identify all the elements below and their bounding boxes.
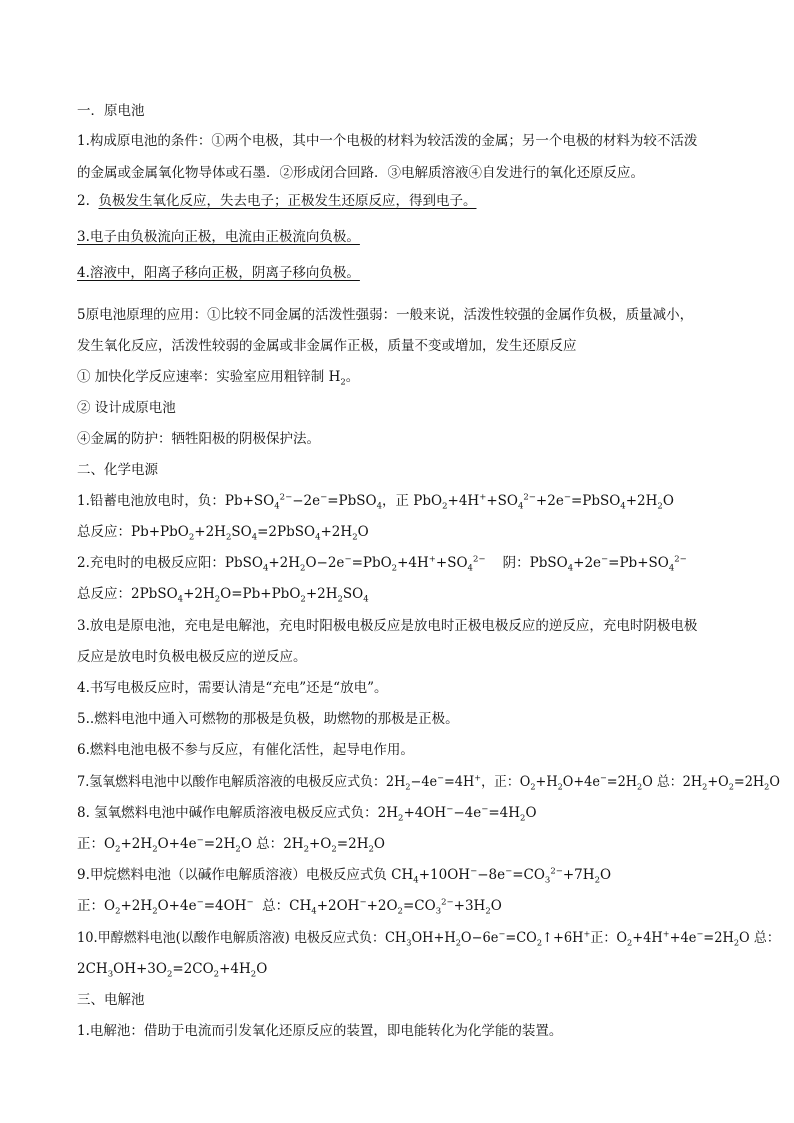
methane-fuel-cell: 9.甲烷燃料电池（以碱作电解质溶液）电极反应式负 $CH_4+10OH^--8e^-=CO_3^{2-}+7H_2O$	[77, 866, 612, 886]
section-heading-galvanic-cell: 一．原电池	[77, 103, 145, 119]
underlined-text: 负极发生氧化反应，失去电子；正极发生还原反应，得到电子。	[98, 193, 477, 209]
lead-battery-total: 总反应：$Pb+PbO_2+2H_2SO_4=2PbSO_4+2H_2O$	[77, 524, 369, 543]
para-design-cell: ② 设计成原电池	[77, 400, 176, 416]
para-metal-protection: ④金属的防护：牺牲阳极的阴极保护法。	[77, 431, 320, 447]
hydrogen-fuel-cell-acid: 7.氢氧燃料电池中以酸作电解质溶液的电极反应式负：$2H_2-4e^-=4H^+$，正：$O_2+H_2O+4e^-=2H_2O$ 总：$2H_2+O_2=2H_2O$	[77, 773, 780, 793]
para-ion-migration: 4.溶液中，阳离子移向正极，阴离子移向负极。	[77, 265, 360, 281]
hydrogen-fuel-cell-base-positive: 正：$O_2+2H_2O+4e^-=2H_2O$ 总：$2H_2+O_2=2H_2O$	[77, 835, 385, 855]
para-applications-line2: 发生氧化反应，活泼性较弱的金属或非金属作正极，质量不变或增加，发生还原反应	[77, 338, 577, 354]
lead-battery-charge: 2.充电时的电极反应阳：$PbSO_4+2H_2O-2e^-=PbO_2+4H^++SO_4^{2-}$ 阴：$PbSO_4+2e^-=Pb+SO_4^{2-}$	[77, 554, 687, 574]
para-electrode-reactions: 2. 负极发生氧化反应，失去电子；正极发生还原反应，得到电子。	[77, 193, 477, 209]
para-reaction-rate: ① 加快化学反应速率：实验室应用粗锌制 $H_2$。	[77, 369, 360, 388]
section-heading-electrolytic-cell: 三、电解池	[77, 992, 145, 1008]
lead-battery-discharge: 1.铅蓄电池放电时，负：$Pb+SO_4^{2-}-2e^-=PbSO_4$，正 $PbO_2+4H^++SO_4^{2-}+2e^-=PbSO_4+2H_2O$	[77, 492, 674, 512]
para-electrolytic-definition: 1.电解池：借助于电流而引发氧化还原反应的装置，即电能转化为化学能的装置。	[77, 1023, 563, 1039]
lead-battery-charge-total: 总反应：$2PbSO_4+2H_2O=Pb+PbO_2+2H_2SO_4$	[77, 586, 369, 605]
para-writing-reactions: 4.书写电极反应时，需要认清是“充电”还是“放电”。	[77, 680, 388, 696]
section-heading-chemical-power: 二、化学电源	[77, 462, 158, 478]
para-discharge-charge-line2: 反应是放电时负极电极反应的逆反应。	[77, 649, 307, 665]
methanol-fuel-cell-total: $2CH_3OH+3O_2=2CO_2+4H_2O$	[77, 961, 268, 980]
para-conditions-line1: 1.构成原电池的条件：①两个电极，其中一个电极的材料为较活泼的金属；另一个电极的材料为较不活泼	[77, 133, 698, 149]
para-fuel-cell-poles: 5..燃料电池中通入可燃物的那极是负极，助燃物的那极是正极。	[77, 711, 459, 727]
methanol-fuel-cell: 10.甲醇燃料电池(以酸作电解质溶液) 电极反应式负：$CH_3OH+H_2O-6e^-=CO_2↑+6H^+$正：$O_2+4H^++4e^-=2H_2O$ 总：	[77, 929, 780, 949]
para-fuel-cell-electrodes: 6.燃料电池电极不参与反应，有催化活性，起导电作用。	[77, 742, 414, 758]
para-conditions-line2: 的金属或金属氧化物导体或石墨．②形成闭合回路．③电解质溶液④自发进行的氧化还原反应。	[77, 165, 644, 181]
para-discharge-charge-line1: 3.放电是原电池，充电是电解池，充电时阳极电极反应是放电时正极电极反应的逆反应，充电时阴极电极	[77, 618, 698, 634]
para-electron-flow: 3.电子由负极流向正极，电流由正极流向负极。	[77, 229, 360, 245]
methane-fuel-cell-positive: 正：$O_2+2H_2O+4e^-=4OH^-$ 总：$CH_4+2OH^-+2O_2=CO_3^{2-}+3H_2O$	[77, 897, 502, 917]
para-applications-line1: 5原电池原理的应用：①比较不同金属的活泼性强弱：一般来说，活泼性较强的金属作负极，质量减小，	[77, 307, 694, 323]
hydrogen-fuel-cell-base: 8. 氢氧燃料电池中碱作电解质溶液电极反应式负：$2H_2+4OH^--4e^-=4H_2O$	[77, 804, 537, 824]
